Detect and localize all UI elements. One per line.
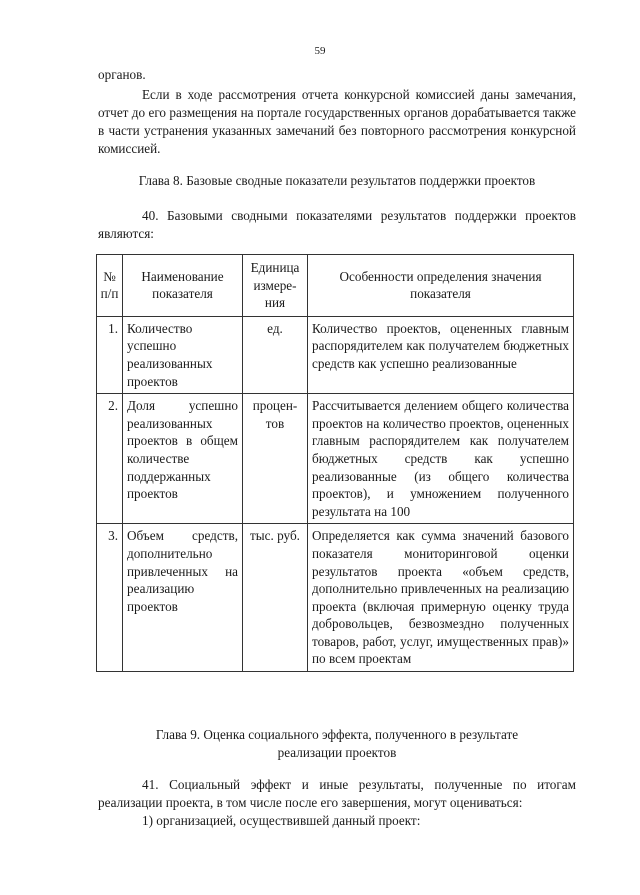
header-number: № п/п: [97, 255, 123, 317]
table-row: [97, 316, 574, 393]
row-number: 1.: [97, 316, 123, 393]
clause-41-item-1: 1) организацией, осуществившей данный проект:: [142, 813, 421, 828]
paragraph-continuation: органов.: [98, 67, 146, 82]
paragraph-remarks: Если в ходе рассмотрения отчета конкурсной комиссией даны замечания, отчет до его размещения на портале государственных органов дорабатывается также в части устранения указанных замечаний без повторного рассмотрения конкурсной комиссией.: [98, 87, 576, 156]
row-indicator-name: Доля успешно реализованных проектов в общем количестве поддержанных проектов: [123, 394, 243, 524]
clause-41: 41. Социальный эффект и иные результаты, полученные по итогам реализации проекта, в том числе после его завершения, могут оцениваться:: [98, 777, 576, 810]
table-header-row: [97, 255, 574, 317]
row-indicator-name: Количество успешно реализованных проектов: [123, 316, 243, 393]
header-unit: Единица измере-ния: [243, 255, 308, 317]
row-indicator-name: Объем средств, дополнительно привлеченных на реализацию проектов: [123, 524, 243, 672]
row-unit: ед.: [243, 316, 308, 393]
row-number: 3.: [97, 524, 123, 672]
row-unit: тыс. руб.: [243, 524, 308, 672]
row-determination: Рассчитывается делением общего количества проектов на количество проектов, оцененных главным распорядителем как получателем бюджетных средств как успешно реализованные (из общего количества проектов), и умножением полученного результата на 100: [308, 394, 574, 524]
chapter-9-title-line-1: Глава 9. Оценка социального эффекта, полученного в результате: [155, 727, 519, 742]
table-row: [97, 524, 574, 672]
header-determination: Особенности определения значения показателя: [308, 255, 574, 317]
row-determination: Определяется как сумма значений базового показателя мониторинговой оценки результатов проекта «объем средств, дополнительно привлеченных на реализацию проекта (включая примерную оценку труда добровольцев, безвозмездно полученных товаров, работ, услуг, имущественных прав)» по всем проектам: [308, 524, 574, 672]
row-determination: Количество проектов, оцененных главным распорядителем как получателем бюджетных средств как успешно реализованные: [308, 316, 574, 393]
indicators-table: [96, 254, 574, 672]
clause-40: 40. Базовыми сводными показателями результатов поддержки проектов являются:: [98, 208, 576, 241]
row-number: 2.: [97, 394, 123, 524]
table-row: [97, 394, 574, 524]
row-unit: процен-тов: [243, 394, 308, 524]
chapter-9-title: [98, 726, 576, 762]
chapter-9-title-line-2: реализации проектов: [277, 745, 397, 760]
chapter-8-title: Глава 8. Базовые сводные показатели результатов поддержки проектов: [138, 173, 536, 188]
header-indicator-name: Наименование показателя: [123, 255, 243, 317]
page-number: 59: [314, 45, 326, 57]
